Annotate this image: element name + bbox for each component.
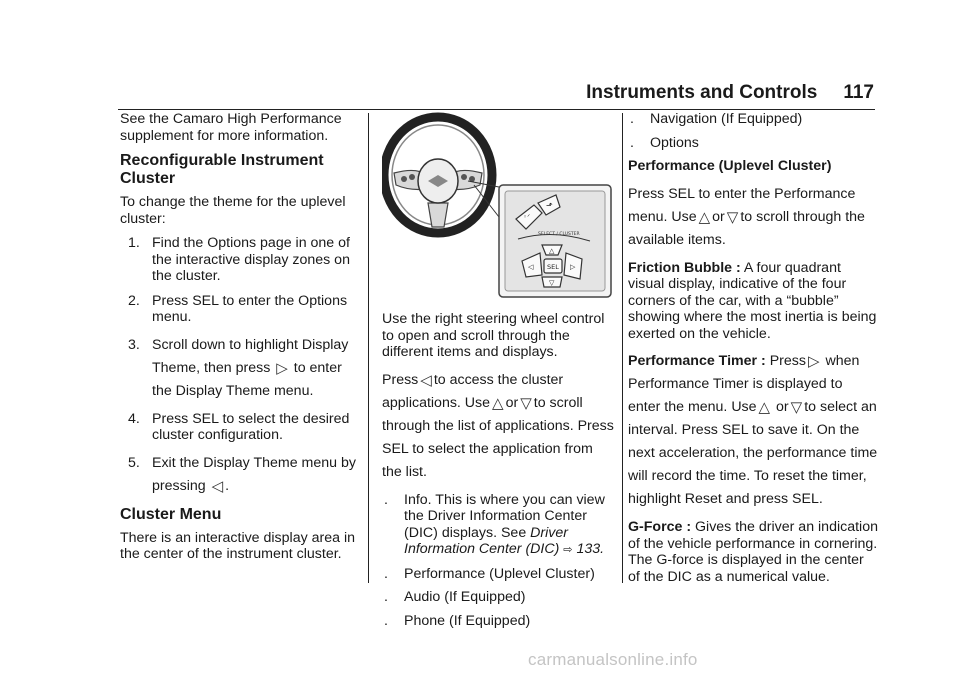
svg-text:◁: ◁ [528, 263, 534, 271]
step-text: Press SEL to enter the Options menu. [152, 292, 348, 325]
text-fragment: . [600, 541, 605, 557]
text-fragment: Press [382, 371, 419, 388]
performance-timer-label: Performance Timer : [628, 353, 766, 369]
heading-cluster-menu: Cluster Menu [120, 505, 222, 523]
text-fragment: or [776, 399, 789, 415]
column-divider-2 [622, 113, 623, 583]
header-rule [118, 109, 875, 110]
list-item-text: Performance (Uplevel Cluster) [404, 565, 595, 582]
reconf-intro: To change the theme for the uplevel cluster: [120, 194, 346, 227]
text-fragment: when Performance Timer is displayed to enter the menu. Use [628, 353, 860, 415]
text-fragment: to scroll through the list of applications. Press SEL to select the application from the list. [382, 394, 614, 480]
steering-wheel-illustration [382, 111, 614, 303]
page-number: 117 [843, 82, 874, 103]
text-fragment: or [505, 394, 519, 411]
step-number: 3. [128, 336, 140, 353]
list-item-text: Options [650, 134, 699, 151]
text-fragment: Press [769, 353, 806, 369]
performance-text: Press SEL to enter the Performance menu. Use △ or ▽ to scroll through the available items. [628, 185, 865, 248]
step-text: Exit the Display Theme menu by pressing [152, 454, 356, 494]
list-item-text: Phone (If Equipped) [404, 612, 531, 629]
svg-text:⬏: ⬏ [546, 201, 553, 210]
step-5: 5. Exit the Display Theme menu by pressing ◁ . [120, 452, 356, 498]
step-text: . [225, 477, 230, 494]
right-spoke-button [461, 174, 467, 180]
step-text: Scroll down to highlight Display Theme, then press [152, 336, 349, 376]
g-force-label: G-Force : [628, 519, 692, 535]
wheel-control-intro: Use the right steering wheel control to open and scroll through the different items and displays. [382, 311, 605, 360]
list-item: . Audio (If Equipped) [384, 589, 526, 605]
list-item-text: Audio (If Equipped) [404, 589, 526, 605]
heading-reconfigurable-cluster: Reconfigurable Instrument Cluster [120, 152, 324, 187]
friction-bubble-text [628, 260, 878, 343]
step-text: to enter the Display Theme menu. [152, 359, 342, 399]
performance-timer-text: Performance Timer : Press ▷ when Performance Timer is displayed to enter the menu. Use △ or ▽ to select an interval. Press SEL to save it. On the next acceleration, the performance time will record the time. To reset the timer, highlight Reset and press SEL. [628, 353, 878, 507]
list-item: . Navigation (If Equipped) [630, 111, 803, 127]
svg-text:△: △ [549, 247, 555, 255]
sel-button-label: SEL [547, 263, 559, 271]
step-number: 1. [128, 235, 140, 251]
text-fragment: to access the cluster applications. Use [382, 371, 564, 411]
list-item-text: Navigation (If Equipped) [650, 111, 803, 127]
page-ref-number[interactable]: 133 [576, 541, 601, 557]
step-number: 4. [128, 410, 140, 427]
text-fragment: or [712, 208, 725, 225]
step-3: 3. Scroll down to highlight Display Theme, then press ▷ to enter the Display Theme menu. [120, 334, 356, 403]
svg-text:◦ᐟ: ◦ᐟ [523, 213, 531, 221]
text-fragment: Press SEL to enter the Performance menu. Use [628, 185, 856, 225]
press-instructions: Press ◁ to access the cluster applications. Use △ or ▽ to scroll through the list of applications. Press SEL to select the application from the list. [382, 371, 614, 480]
dic-link[interactable]: Driver Information Center (DIC) [404, 524, 569, 557]
page-ref-icon: ⇨ [563, 544, 573, 556]
column-3 [628, 111, 878, 593]
svg-text:▽: ▽ [549, 279, 555, 287]
text-fragment: A four quadrant visual display, indicative of the four corners of the car, with a “bubble” showing where the most inertia is being exerted on the vehicle. [628, 259, 877, 342]
step-number: 2. [128, 292, 140, 309]
text-fragment: Gives the driver an indication of the vehicle performance in cornering. The G-force is displayed in the center of the DIC as a numerical value. [628, 519, 878, 585]
list-item: . Options [630, 134, 699, 151]
text-fragment: Info. This is where you can view the Driver Information Center (DIC) displays. See [404, 491, 605, 541]
text-fragment: to scroll through the available items. [628, 208, 865, 248]
friction-bubble-label: Friction Bubble : [628, 259, 741, 276]
step-text: Find the Options page in one of the interactive display zones on the cluster. [152, 235, 350, 284]
svg-text:▷: ▷ [570, 263, 576, 271]
step-text: Press SEL to select the desired cluster configuration. [152, 410, 350, 443]
intro-text: See the Camaro High Performance supplement for more information. [120, 111, 342, 144]
g-force-text [628, 519, 878, 585]
step-4 [120, 411, 356, 444]
page-header [586, 82, 874, 104]
heading-performance: Performance (Uplevel Cluster) [628, 158, 832, 174]
list-item: . Performance (Uplevel Cluster) [384, 565, 595, 582]
list-item: . Phone (If Equipped) [384, 612, 531, 629]
cluster-menu-text: There is an interactive display area in the center of the instrument cluster. [120, 529, 356, 562]
select-cluster-label: SELECT / CLUSTER [538, 232, 580, 237]
step-2 [120, 293, 356, 326]
left-spoke-button [401, 176, 407, 182]
step-1 [120, 235, 356, 285]
watermark: carmanualsonline.info [528, 650, 698, 669]
text-fragment: to select an interval. Press SEL to save it. On the next acceleration, the performance time will record the time. To reset the timer, highlight Reset and press SEL. [628, 399, 878, 507]
column-divider-1 [368, 113, 369, 583]
column-1 [120, 111, 356, 571]
column-2 [382, 111, 614, 636]
left-spoke-button [409, 174, 415, 180]
wheel-spoke-bottom [428, 203, 448, 227]
list-item-info: . Info. This is where you can view the Driver Information Center (DIC) displays. See Driver Information Center (DIC) ⇨ 133. [384, 491, 605, 557]
section-title: Instruments and Controls [586, 82, 818, 103]
step-number: 5. [128, 454, 140, 471]
